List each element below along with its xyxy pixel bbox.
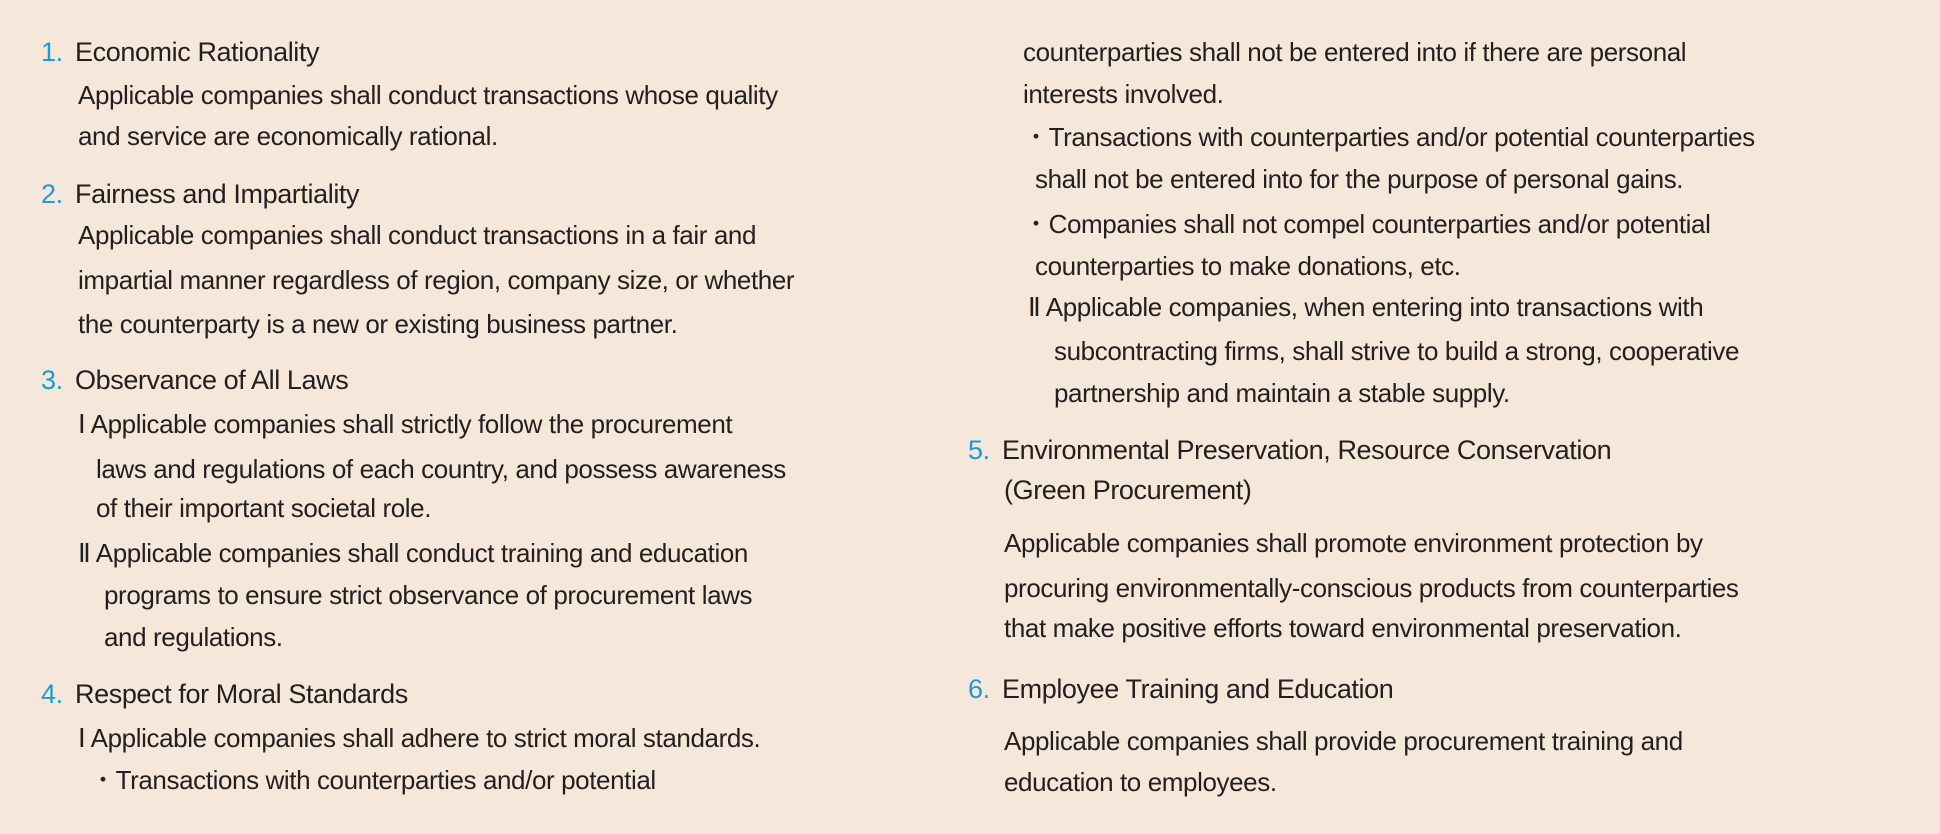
section-3-text: programs to ensure strict observance of procurement laws bbox=[104, 580, 753, 610]
section-3-text: Ⅰ Applicable companies shall strictly follow the procurement bbox=[78, 409, 733, 439]
section-4-text: interests involved. bbox=[1023, 79, 1224, 109]
section-2-text: impartial manner regardless of region, company size, or whether bbox=[78, 265, 795, 295]
section-4-text: counterparties shall not be entered into if there are personal bbox=[1023, 37, 1687, 67]
section-2-text: Applicable companies shall conduct transactions in a fair and bbox=[78, 220, 757, 250]
section-1-title: Economic Rationality bbox=[75, 37, 320, 67]
section-5-text: procuring environmentally-conscious products from counterparties bbox=[1004, 573, 1739, 603]
section-4-text: Ⅰ Applicable companies shall adhere to strict moral standards. bbox=[78, 723, 761, 753]
section-4-text: subcontracting firms, shall strive to build a strong, cooperative bbox=[1054, 336, 1740, 366]
section-3-text: and regulations. bbox=[104, 622, 283, 652]
section-1-text: and service are economically rational. bbox=[78, 121, 498, 151]
section-5-title: (Green Procurement) bbox=[1004, 475, 1252, 505]
section-4-text: Ⅱ Applicable companies, when entering into transactions with bbox=[1028, 292, 1704, 322]
section-5-text: Applicable companies shall promote environment protection by bbox=[1004, 528, 1703, 558]
section-1-number: 1. bbox=[41, 37, 63, 67]
section-6-text: Applicable companies shall provide procurement training and bbox=[1004, 726, 1683, 756]
section-6-text: education to employees. bbox=[1004, 767, 1277, 797]
section-3-title: Observance of All Laws bbox=[75, 365, 349, 395]
section-4-text: partnership and maintain a stable supply. bbox=[1054, 378, 1510, 408]
section-3-number: 3. bbox=[41, 365, 63, 395]
section-4-text: counterparties to make donations, etc. bbox=[1035, 251, 1461, 281]
section-5-title: Environmental Preservation, Resource Conservation bbox=[1002, 435, 1612, 465]
section-4-number: 4. bbox=[41, 679, 63, 709]
section-4-title: Respect for Moral Standards bbox=[75, 679, 408, 709]
section-2-number: 2. bbox=[41, 179, 63, 209]
section-5-text: that make positive efforts toward environmental preservation. bbox=[1004, 613, 1682, 643]
section-5-number: 5. bbox=[968, 435, 990, 465]
section-4-text: ・Transactions with counterparties and/or potential counterparties bbox=[1023, 122, 1755, 152]
section-2-title: Fairness and Impartiality bbox=[75, 179, 360, 209]
section-2-text: the counterparty is a new or existing business partner. bbox=[78, 309, 678, 339]
section-4-text: shall not be entered into for the purpose of personal gains. bbox=[1035, 164, 1684, 194]
section-6-number: 6. bbox=[968, 674, 990, 704]
section-3-text: Ⅱ Applicable companies shall conduct training and education bbox=[78, 538, 748, 568]
section-3-text: of their important societal role. bbox=[96, 493, 432, 523]
section-4-text: ・Companies shall not compel counterparties and/or potential bbox=[1023, 209, 1711, 239]
section-1-text: Applicable companies shall conduct transactions whose quality bbox=[78, 80, 778, 110]
section-3-text: laws and regulations of each country, and possess awareness bbox=[96, 454, 786, 484]
section-6-title: Employee Training and Education bbox=[1002, 674, 1394, 704]
section-4-text: ・Transactions with counterparties and/or potential bbox=[90, 765, 656, 795]
